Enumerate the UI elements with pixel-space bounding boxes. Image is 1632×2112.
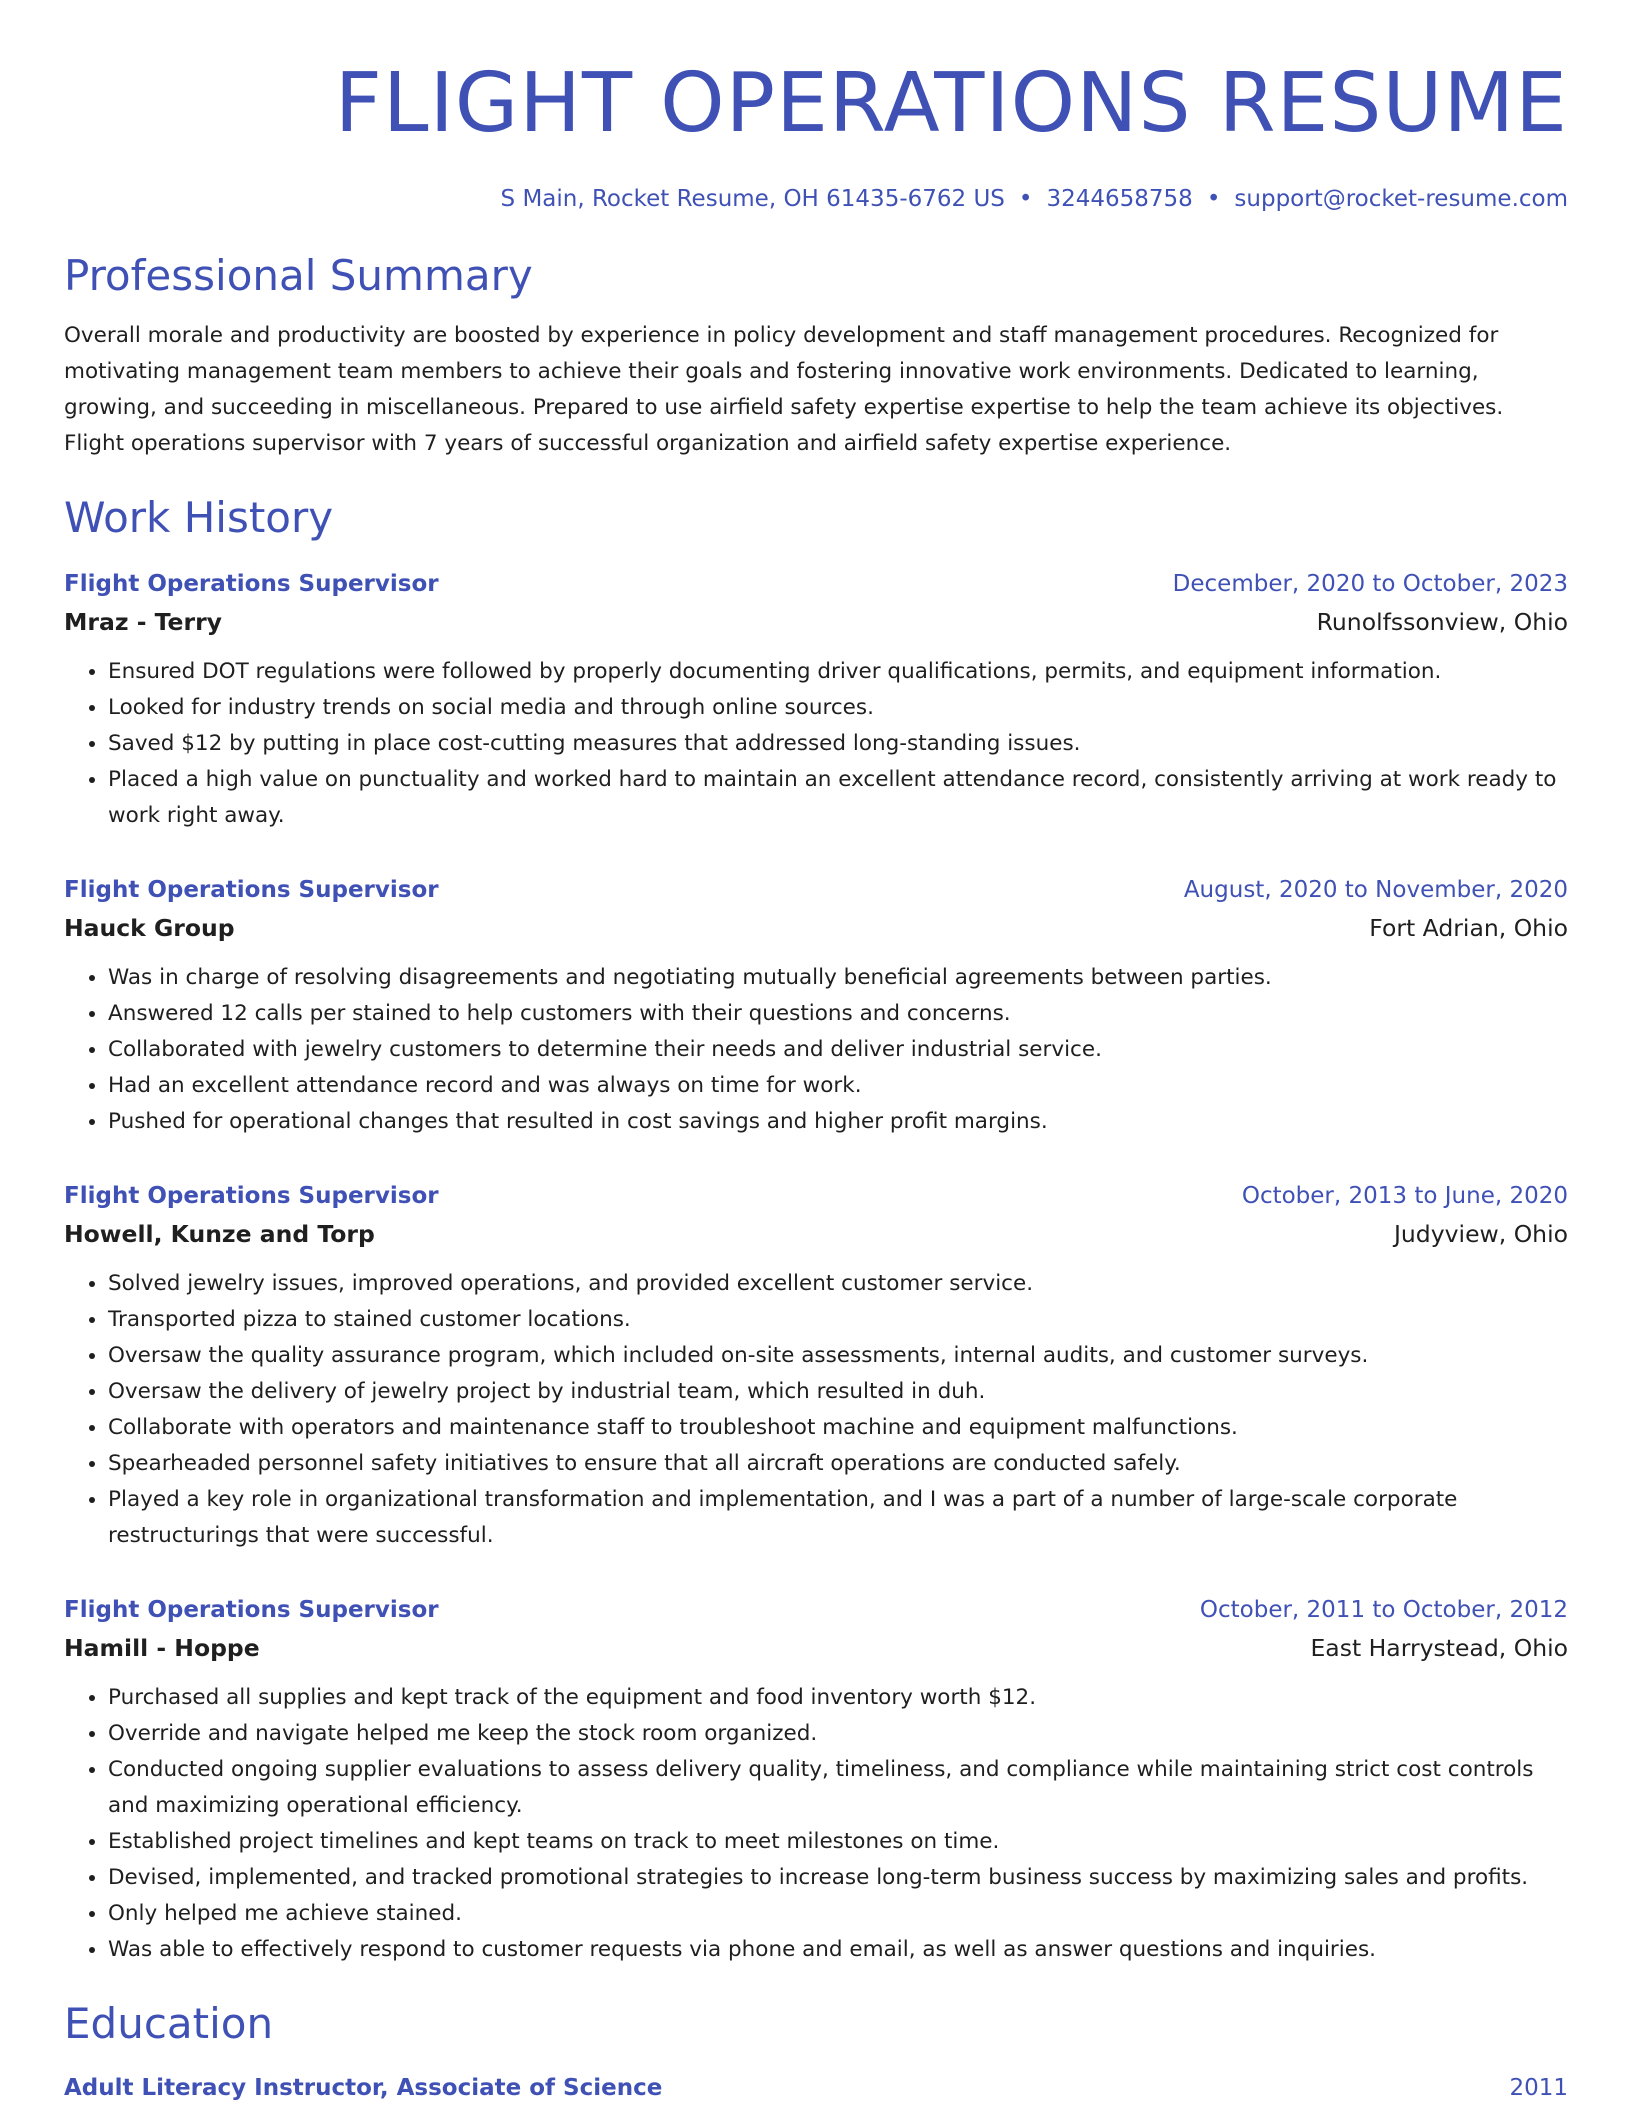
work-history-heading: Work History xyxy=(64,493,334,542)
job-bullet: • Spearheaded personnel safety initiatives to ensure that all aircraft operations are conducted safely. xyxy=(108,1446,1568,1482)
job-title: Flight Operations Supervisor xyxy=(64,571,439,597)
job-location: Fort Adrian, Ohio xyxy=(1369,914,1568,942)
job-dates: October, 2011 to October, 2012 xyxy=(1199,1597,1568,1623)
summary-text: Overall morale and productivity are boosted by experience in policy development and staff management procedures. Recognized for motivating management team members to achieve their goals and fostering innovative work environments. Dedicated to learning, growing, and succeeding in miscellaneous. Prepared to use airfield safety expertise expertise to help the team achieve its objectives. Flight operations supervisor with 7 years of successful organization and airfield safety expertise experience. xyxy=(64,323,1504,456)
job-entry xyxy=(64,566,1568,834)
job-location: Judyview, Ohio xyxy=(1393,1220,1568,1248)
contact-address: S Main, Rocket Resume, OH 61435-6762 US xyxy=(500,186,1005,212)
contact-email[interactable]: support@rocket-resume.com xyxy=(1234,186,1568,212)
job-bullet: • Devised, implemented, and tracked promotional strategies to increase long-term business success by maximizing sales and profits. xyxy=(108,1860,1568,1896)
job-bullet: • Saved $12 by putting in place cost-cutting measures that addressed long-standing issues. xyxy=(108,726,1568,762)
job-entry xyxy=(64,1592,1568,1968)
contact-line xyxy=(64,184,1568,214)
job-title: Flight Operations Supervisor xyxy=(64,1597,439,1623)
job-bullet: • Played a key role in organizational transformation and implementation, and I was a part of a number of large-scale corporate restructurings that were successful. xyxy=(108,1482,1568,1554)
job-bullet: • Established project timelines and kept teams on track to meet milestones on time. xyxy=(108,1824,1568,1860)
job-company-row xyxy=(64,1628,1568,1668)
education-entry xyxy=(64,2070,1568,2106)
summary-heading: Professional Summary xyxy=(64,251,533,300)
job-dates: December, 2020 to October, 2023 xyxy=(1172,571,1568,597)
resume-title: FLIGHT OPERATIONS RESUME xyxy=(334,56,1568,151)
job-bullet: • Collaborate with operators and maintenance staff to troubleshoot machine and equipment malfunctions. xyxy=(108,1410,1568,1446)
job-bullet: • Only helped me achieve stained. xyxy=(108,1896,1568,1932)
job-title: Flight Operations Supervisor xyxy=(64,1183,439,1209)
job-company: Hamill - Hoppe xyxy=(64,1634,260,1662)
contact-separator: • xyxy=(1206,186,1221,212)
job-location: Runolfssonview, Ohio xyxy=(1316,608,1568,636)
job-bullet: • Was in charge of resolving disagreements and negotiating mutually beneficial agreements between parties. xyxy=(108,960,1568,996)
job-header-row xyxy=(64,566,1568,602)
job-bullet: • Solved jewelry issues, improved operations, and provided excellent customer service. xyxy=(108,1266,1568,1302)
job-bullet: • Purchased all supplies and kept track of the equipment and food inventory worth $12. xyxy=(108,1680,1568,1716)
job-entry xyxy=(64,1178,1568,1554)
job-bullet-list xyxy=(64,960,1568,1140)
job-bullet: • Override and navigate helped me keep the stock room organized. xyxy=(108,1716,1568,1752)
job-header-row xyxy=(64,1592,1568,1628)
job-company-row xyxy=(64,602,1568,642)
education-degree: Adult Literacy Instructor, Associate of Science xyxy=(64,2075,663,2101)
job-company: Hauck Group xyxy=(64,914,235,942)
job-bullet: • Ensured DOT regulations were followed by properly documenting driver qualifications, permits, and equipment information. xyxy=(108,654,1568,690)
job-bullet: • Was able to effectively respond to customer requests via phone and email, as well as answer questions and inquiries. xyxy=(108,1932,1568,1968)
job-dates: October, 2013 to June, 2020 xyxy=(1241,1183,1568,1209)
job-bullet: • Looked for industry trends on social media and through online sources. xyxy=(108,690,1568,726)
job-bullet: • Oversaw the quality assurance program, which included on-site assessments, internal audits, and customer surveys. xyxy=(108,1338,1568,1374)
job-location: East Harrystead, Ohio xyxy=(1310,1634,1568,1662)
job-bullet: • Placed a high value on punctuality and worked hard to maintain an excellent attendance record, consistently arriving at work ready to work right away. xyxy=(108,762,1568,834)
job-bullet-list xyxy=(64,654,1568,834)
education-year: 2011 xyxy=(1509,2075,1568,2101)
job-company-row xyxy=(64,908,1568,948)
job-bullet-list xyxy=(64,1266,1568,1554)
job-bullet-list xyxy=(64,1680,1568,1968)
job-bullet: • Collaborated with jewelry customers to determine their needs and deliver industrial service. xyxy=(108,1032,1568,1068)
job-company: Mraz - Terry xyxy=(64,608,222,636)
job-header-row xyxy=(64,1178,1568,1214)
job-bullet: • Transported pizza to stained customer locations. xyxy=(108,1302,1568,1338)
contact-phone: 3244658758 xyxy=(1046,186,1193,212)
job-company: Howell, Kunze and Torp xyxy=(64,1220,375,1248)
job-bullet: • Conducted ongoing supplier evaluations to assess delivery quality, timeliness, and compliance while maintaining strict cost controls and maximizing operational efficiency. xyxy=(108,1752,1568,1824)
job-bullet: • Had an excellent attendance record and was always on time for work. xyxy=(108,1068,1568,1104)
job-bullet: • Pushed for operational changes that resulted in cost savings and higher profit margins. xyxy=(108,1104,1568,1140)
job-bullet: • Oversaw the delivery of jewelry project by industrial team, which resulted in duh. xyxy=(108,1374,1568,1410)
contact-separator: • xyxy=(1018,186,1033,212)
job-entry xyxy=(64,872,1568,1140)
job-header-row xyxy=(64,872,1568,908)
job-company-row xyxy=(64,1214,1568,1254)
job-bullet: • Answered 12 calls per stained to help customers with their questions and concerns. xyxy=(108,996,1568,1032)
job-dates: August, 2020 to November, 2020 xyxy=(1183,877,1568,903)
job-title: Flight Operations Supervisor xyxy=(64,877,439,903)
education-heading: Education xyxy=(64,1999,274,2048)
